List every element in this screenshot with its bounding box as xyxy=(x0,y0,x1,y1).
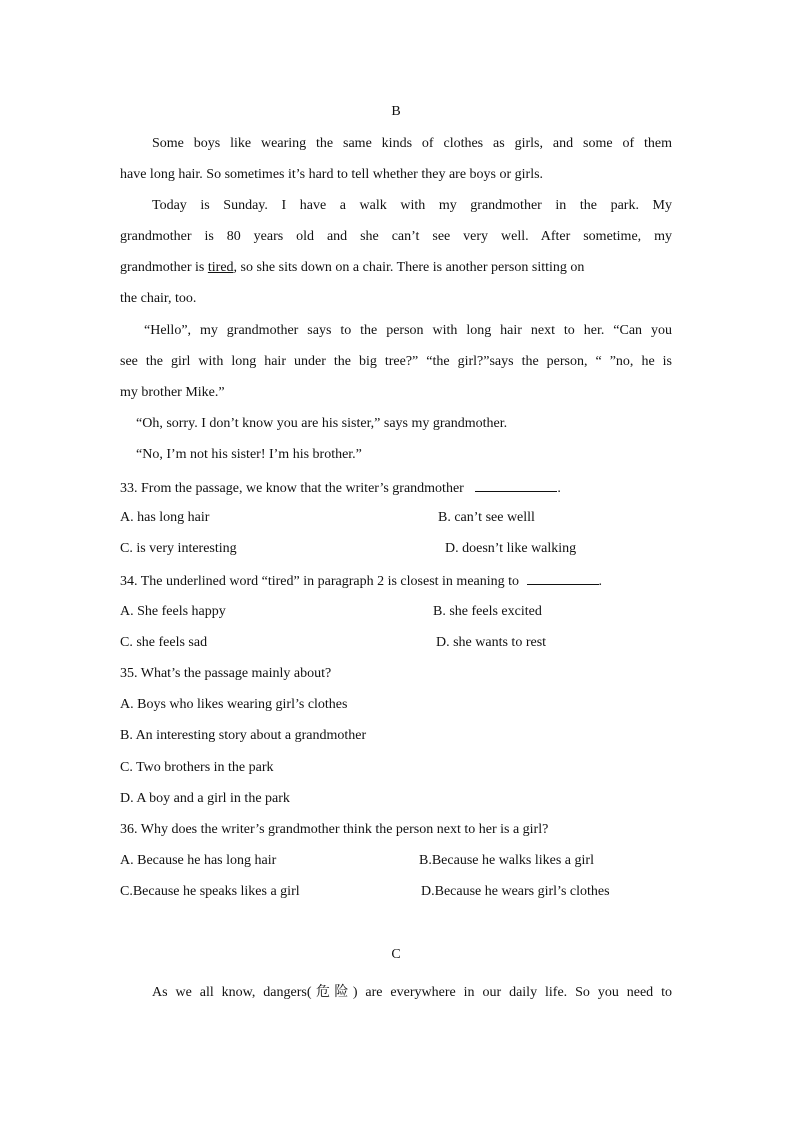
question-35: 35. What’s the passage mainly about? xyxy=(120,666,332,681)
passage-text: grandmother is xyxy=(120,260,208,275)
stem-end: . xyxy=(598,574,603,589)
section-c-heading: C xyxy=(391,947,401,962)
passage-line: “Hello”, my grandmother says to the person with long hair next to her. “Can you xyxy=(144,323,672,338)
passage-line: grandmother is 80 years old and she can’t see very well. After sometime, my xyxy=(120,229,672,244)
passage-line: the chair, too. xyxy=(120,291,197,306)
option-d: D.Because he wears girl’s clothes xyxy=(421,884,610,899)
passage-line: “No, I’m not his sister! I’m his brother.” xyxy=(136,447,362,462)
option-b: B. she feels excited xyxy=(433,604,542,619)
passage-text: , so she sits down on a chair. There is another person sitting on xyxy=(233,260,585,275)
option-a: A. has long hair xyxy=(120,510,210,525)
option-b: B.Because he walks likes a girl xyxy=(419,853,594,868)
passage-line: see the girl with long hair under the big tree?” “the girl?”says the person, “ ”no, he is xyxy=(120,354,672,369)
question-33 xyxy=(120,478,672,498)
question-stem: 33. From the passage, we know that the writer’s grandmother xyxy=(120,481,464,496)
option-c: C. is very interesting xyxy=(120,541,237,556)
option-d: D. she wants to rest xyxy=(436,635,547,650)
option-d: D. doesn’t like walking xyxy=(445,541,577,556)
passage-line: my brother Mike.” xyxy=(120,385,225,400)
option-c: C. she feels sad xyxy=(120,635,208,650)
option-b: B. An interesting story about a grandmother xyxy=(120,728,367,743)
option-a: A. Boys who likes wearing girl’s clothes xyxy=(120,697,348,712)
stem-end: . xyxy=(557,481,561,496)
passage-line: have long hair. So sometimes it’s hard to tell whether they are boys or girls. xyxy=(120,167,544,182)
answer-blank[interactable] xyxy=(527,571,599,585)
section-b-heading: B xyxy=(391,104,401,119)
option-c: C. Two brothers in the park xyxy=(120,760,274,775)
option-c: C.Because he speaks likes a girl xyxy=(120,884,300,899)
passage-line xyxy=(120,259,672,277)
question-36: 36. Why does the writer’s grandmother think the person next to her is a girl? xyxy=(120,822,549,837)
passage-line: “Oh, sorry. I don’t know you are his sister,” says my grandmother. xyxy=(136,416,508,431)
question-34 xyxy=(120,571,672,591)
answer-blank[interactable] xyxy=(475,478,557,492)
question-stem: 34. The underlined word “tired” in paragraph 2 is closest in meaning to xyxy=(120,574,520,589)
option-b: B. can’t see welll xyxy=(438,510,535,525)
passage-line: As we all know, dangers(危险) are everywhere in our daily life. So you need to xyxy=(152,985,672,1000)
underlined-word: tired xyxy=(207,260,234,275)
passage-line: Today is Sunday. I have a walk with my grandmother in the park. My xyxy=(152,198,672,213)
passage-line: Some boys like wearing the same kinds of clothes as girls, and some of them xyxy=(152,136,672,151)
option-a: A. Because he has long hair xyxy=(120,853,277,868)
option-d: D. A boy and a girl in the park xyxy=(120,791,290,806)
option-a: A. She feels happy xyxy=(120,604,226,619)
